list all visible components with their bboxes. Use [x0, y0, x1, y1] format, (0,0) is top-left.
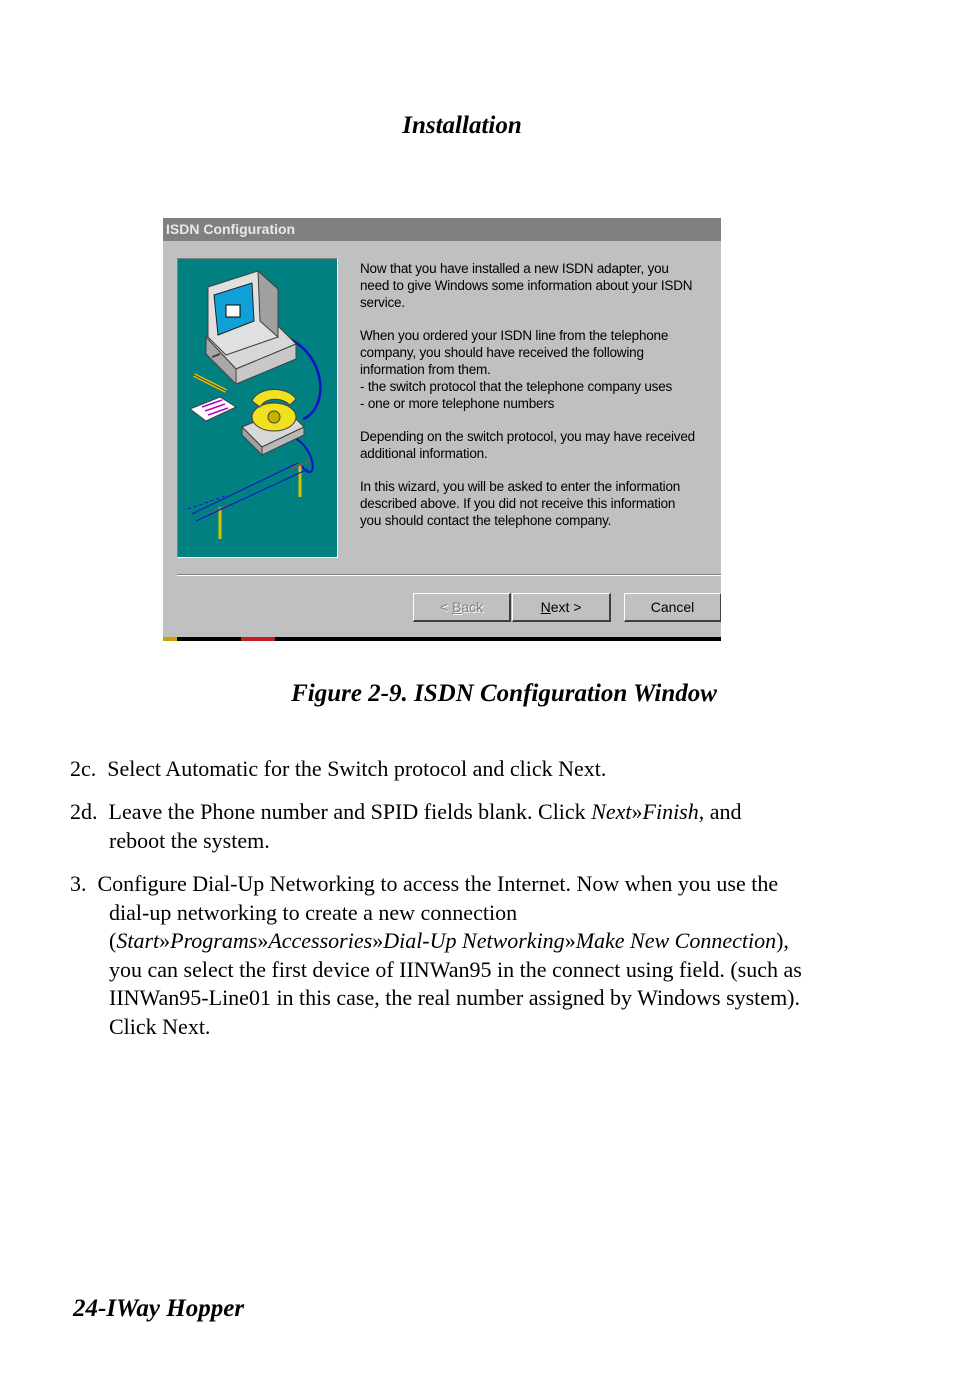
wizard-illustration	[177, 258, 338, 558]
next-button-accesskey: N	[540, 599, 551, 615]
menu-path-start: Start	[116, 928, 160, 953]
figure-caption: Figure 2-9. ISDN Configuration Window	[291, 680, 717, 707]
back-button-accesskey: B	[451, 599, 462, 615]
next-button-label: ext >	[550, 599, 582, 615]
wizard-paragraph: Now that you have installed a new ISDN adapter, you need to give Windows some information about your ISDN service.	[360, 261, 693, 310]
menu-path-separator: »	[564, 928, 576, 953]
wizard-paragraph: In this wizard, you will be asked to enter the information described above. If you did not receive this information you should contact the telephone company.	[360, 479, 681, 528]
menu-path-programs: Programs	[170, 928, 258, 953]
isdn-configuration-dialog	[163, 218, 721, 641]
running-head: Installation	[402, 112, 522, 139]
step-2c	[70, 755, 606, 784]
step-text-continued: dial-up networking to create a new connection	[109, 899, 518, 925]
paren-close: ),	[776, 928, 789, 953]
notepad-icon	[190, 397, 236, 421]
page-footer: 24-IWay Hopper	[73, 1295, 245, 1322]
step-2d	[70, 798, 742, 855]
menu-path-separator: »	[257, 928, 269, 953]
step-3	[70, 870, 802, 1041]
menu-path-new-connection: Make New Connection	[575, 928, 777, 953]
menu-path-separator: »	[372, 928, 384, 953]
step-text: Select Automatic for the Switch protocol and click Next.	[107, 756, 607, 781]
step-text: Leave the Phone number and SPID fields blank. Click	[108, 799, 592, 824]
paren-open: (	[109, 928, 117, 953]
cancel-button[interactable]: Cancel	[624, 593, 721, 622]
button-separator	[177, 574, 721, 576]
step-text-continued: IINWan95-Line01 in this case, the real number assigned by Windows system).	[109, 985, 801, 1010]
menu-path-accessories: Accessories	[268, 928, 373, 953]
menu-path-separator: »	[159, 928, 171, 953]
back-button-label: ack	[461, 599, 484, 615]
menu-path-separator: »	[631, 799, 643, 824]
wizard-illustration-drawing	[178, 259, 337, 557]
step-text: , and	[698, 799, 742, 824]
wizard-paragraph: Depending on the switch protocol, you may have received additional information.	[360, 429, 695, 461]
back-button[interactable]	[413, 593, 511, 622]
computer-icon	[206, 271, 296, 384]
wizard-paragraph: When you ordered your ISDN line from the telephone company, you should have received the following information from them. - the switch protocol that the telephone company uses - one or more telephone numbers	[360, 328, 673, 411]
step-text-continued: you can select the first device of IINWan95 in the connect using field. (such as	[109, 956, 802, 982]
dialog-title-bar: ISDN Configuration	[163, 218, 721, 241]
step-label: 3.	[70, 871, 87, 896]
step-text-continued: Click Next.	[109, 1013, 211, 1039]
telephone-icon	[242, 389, 304, 455]
menu-path	[70, 927, 802, 956]
next-button[interactable]	[512, 593, 611, 622]
step-text-continued: reboot the system.	[109, 827, 270, 853]
step-label: 2c.	[70, 756, 97, 781]
telephone-pole-icon	[188, 461, 310, 539]
step-text: Configure Dial-Up Networking to access the Internet. Now when you use the	[97, 871, 779, 896]
taskbar-edge	[163, 637, 721, 641]
step-label: 2d.	[70, 799, 98, 824]
menu-path-next: Next	[591, 799, 632, 824]
back-button-prefix: <	[439, 599, 452, 615]
pencil-icon	[194, 375, 226, 391]
wizard-body-text	[360, 260, 721, 545]
menu-path-dialup: Dial-Up Networking	[383, 928, 565, 953]
menu-path-finish: Finish	[642, 799, 699, 824]
